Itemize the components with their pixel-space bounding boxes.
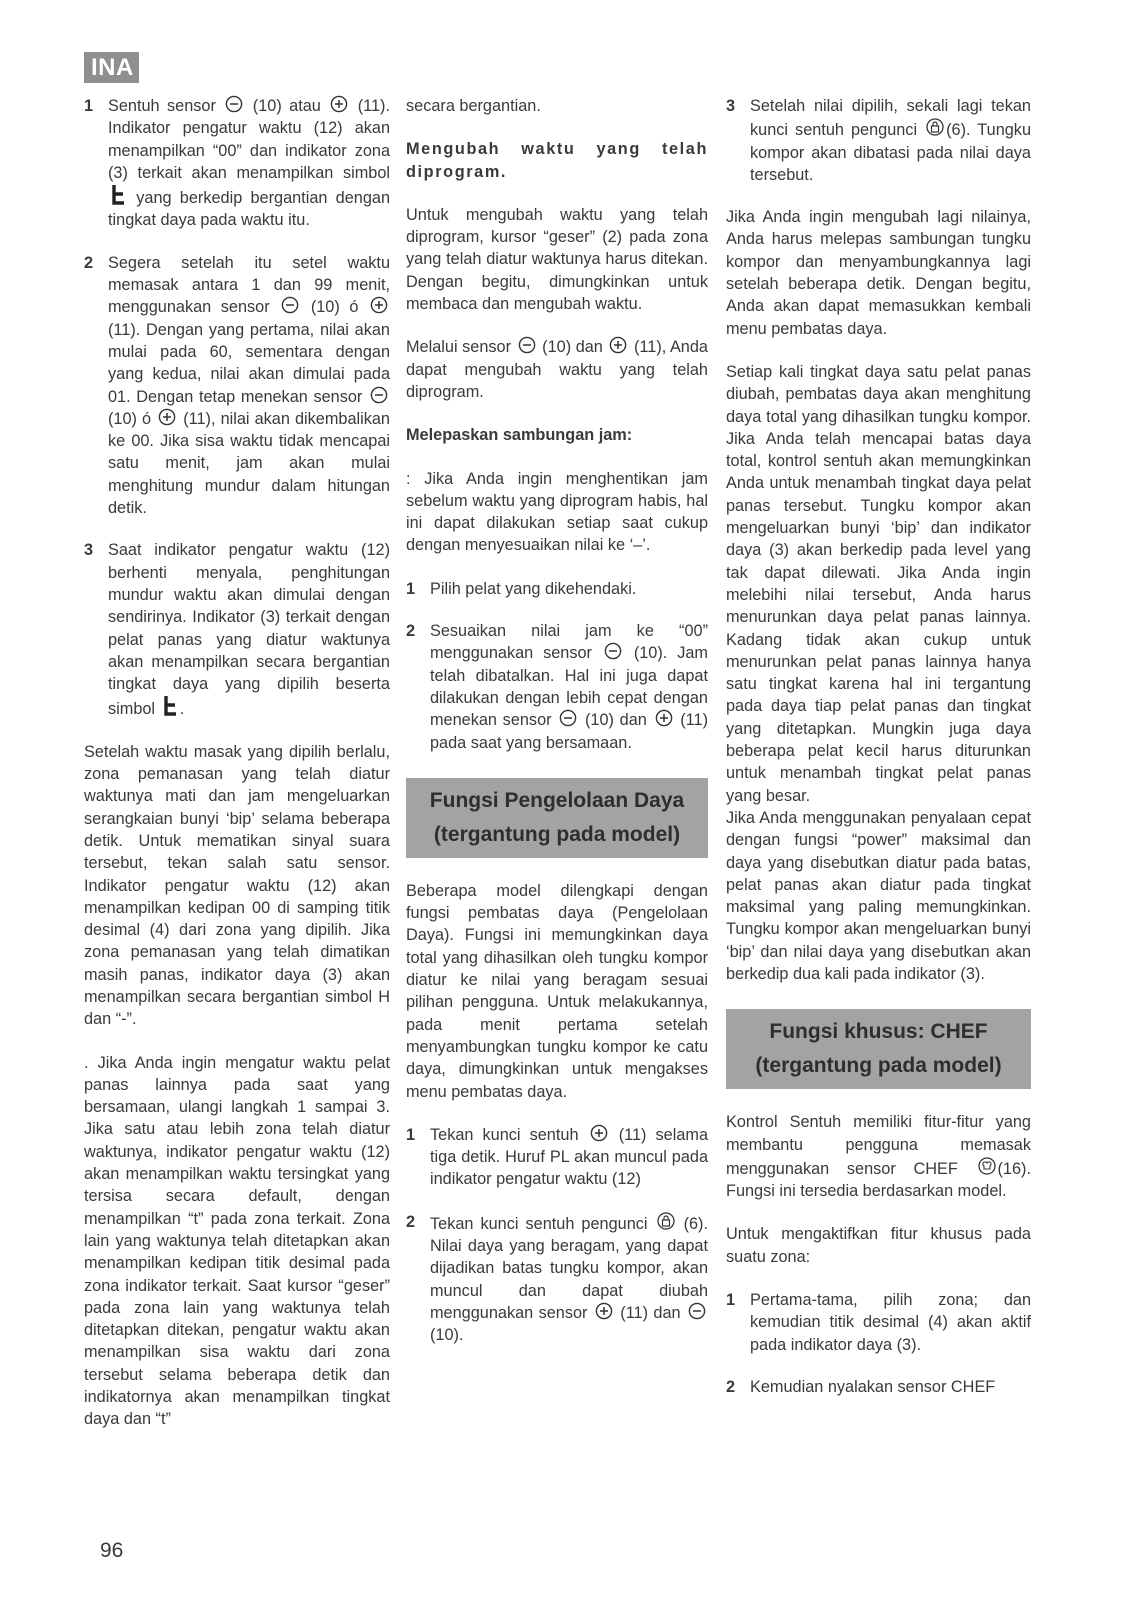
subheading: Melepaskan sambungan jam: bbox=[406, 426, 633, 445]
step-number: 1 bbox=[406, 579, 416, 598]
step-number: 3 bbox=[84, 541, 94, 560]
timer-t-symbol bbox=[162, 695, 178, 717]
minus-circle-icon bbox=[688, 1302, 706, 1320]
lock-icon bbox=[926, 117, 944, 137]
subheading: Mengubah waktu yang telah diprogram. bbox=[406, 140, 708, 181]
column-2 bbox=[406, 95, 708, 1366]
plus-circle-icon bbox=[370, 296, 388, 314]
paragraph: secara bergantian. bbox=[406, 97, 541, 115]
minus-circle-icon bbox=[559, 709, 577, 727]
step-number: 2 bbox=[726, 1377, 736, 1396]
step-number: 3 bbox=[726, 97, 736, 115]
plus-circle-icon bbox=[158, 408, 176, 426]
step-item: 1 Sentuh sensor (10) atau (11). Indikator pengatur waktu (12) akan menampilkan “00” dan indikator zona (3) terkait akan menampilkan simbol yang berkedip bergantian dengan tingkat daya pada waktu itu. bbox=[84, 95, 390, 232]
paragraph: Jika Anda menggunakan penyalaan cepat dengan fungsi “power” maksimal dan daya yang disebutkan diatur pada batas, pelat panas akan diatur pada tingkat maksimal yang paling memungkinkan. Tungku kompor akan mengeluarkan bunyi ‘bip’ dan nilai daya yang disebutkan akan berkedip dua kali pada indikator (3). bbox=[726, 808, 1031, 983]
chef-hat-icon bbox=[978, 1156, 996, 1176]
minus-circle-icon bbox=[604, 642, 622, 660]
step-item: 3 Setelah nilai dipilih, sekali lagi tekan kunci sentuh pengunci (6). Tungku kompor akan dibatasi pada nilai daya tersebut. bbox=[726, 95, 1031, 186]
paragraph: . Jika Anda ingin mengatur waktu pelat panas lainnya pada saat yang bersamaan, ulangi langkah 1 sampai 3. Jika satu atau lebih zona telah diatur waktunya, indikator pengatur waktu (12) akan menampilkan waktu tersingkat yang tersisa secara default, dengan menampilkan “t” pada zona terkait. Zona lain yang waktunya telah ditetapkan akan menampilkan kedipan titik desimal pada zona indikator terkait. Saat kursor “geser” pada zona lain yang waktunya telah ditetapkan ditekan, pengatur waktu akan menampilkan sisa waktu dari zona tersebut selama beberapa detik dan indikatornya akan menampilkan tingkat daya dan “t” bbox=[84, 1053, 390, 1429]
plus-circle-icon bbox=[655, 709, 673, 727]
paragraph: Melalui sensor (10) dan (11), Anda dapat mengubah waktu yang telah diprogram. bbox=[406, 338, 708, 401]
step-number: 1 bbox=[84, 97, 94, 115]
lock-icon bbox=[657, 1211, 675, 1231]
paragraph: Kontrol Sentuh memiliki fitur-fitur yang membantu pengguna memasak menggunakan sensor CHEF (16). Fungsi ini tersedia berdasarkan model. bbox=[726, 1113, 1031, 1201]
step-item: 2 Sesuaikan nilai jam ke “00” menggunakan sensor (10). Jam telah dibatalkan. Hal ini juga dapat dilakukan dengan lebih cepat dengan menekan sensor (10) dan (11) pada saat yang bersamaan. bbox=[406, 620, 708, 754]
page-number: 96 bbox=[100, 1539, 124, 1562]
step-number: 1 bbox=[726, 1291, 736, 1310]
plus-circle-icon bbox=[590, 1124, 608, 1142]
section-heading: Fungsi Pengelolaan Daya (tergantung pada model) bbox=[406, 778, 708, 858]
step-number: 2 bbox=[406, 1212, 416, 1231]
step-item: 1 Pilih pelat yang dikehendaki. bbox=[406, 578, 708, 600]
step-item: 1 Tekan kunci sentuh (11) selama tiga detik. Huruf PL akan muncul pada indikator pengatur waktu (12) bbox=[406, 1124, 708, 1191]
step-item: 2 Segera setelah itu setel waktu memasak antara 1 dan 99 menit, menggunakan sensor (10) ó (11). Dengan yang pertama, nilai akan mulai pada 60, sementara dengan yang kedua, nilai akan dimulai pada 01. Dengan tetap menekan sensor (10) ó (11), nilai akan dikembalikan ke 00. Jika sisa waktu tidak mencapai satu menit, jam akan mulai menghitung mundur dalam hitungan detik. bbox=[84, 252, 390, 520]
plus-circle-icon bbox=[330, 95, 348, 113]
step-item: 3 Saat indikator pengatur waktu (12) berhenti menyala, penghitungan mundur waktu akan dimulai dengan sendirinya. Indikator (3) terkait dengan pelat panas yang diatur waktunya akan menampilkan secara bergantian tingkat daya yang dipilih beserta simbol . bbox=[84, 539, 390, 720]
paragraph: Untuk mengubah waktu yang telah diprogram, kursor “geser” (2) pada zona yang telah diatur waktunya harus ditekan. Dengan begitu, dimungkinkan untuk membaca dan mengubah waktu. bbox=[406, 205, 708, 314]
plus-circle-icon bbox=[609, 336, 627, 354]
minus-circle-icon bbox=[225, 95, 243, 113]
column-1 bbox=[84, 95, 390, 1452]
minus-circle-icon bbox=[518, 336, 536, 354]
paragraph: Setiap kali tingkat daya satu pelat panas diubah, pembatas daya akan menghitung daya total yang dihasilkan tungku kompor. Jika Anda telah mencapai batas daya total, kontrol sentuh akan memungkinkan Anda untuk menambah tingkat daya pelat panas tersebut. Tungku kompor akan mengeluarkan bunyi ‘bip’ dan indikator daya (3) akan berkedip pada level yang tak dapat dilewati. Jika Anda ingin melebihi nilai tersebut, Anda harus menurunkan daya pelat panas lainnya. Kadang tidak akan cukup untuk menurunkan pelat panas lainnya hanya satu tingkat karena hal ini tergantung pada daya tiap pelat panas dan tingkat yang ditetapkan. Mungkin juga daya beberapa pelat kecil harus diturunkan untuk menambah tingkat pelat panas yang besar. bbox=[726, 362, 1031, 805]
minus-circle-icon bbox=[370, 386, 388, 404]
paragraph: : Jika Anda ingin menghentikan jam sebelum waktu yang diprogram habis, hal ini dapat dilakukan setiap saat cukup dengan menyesuaikan nilai ke ‘–’. bbox=[406, 469, 708, 555]
column-3 bbox=[726, 95, 1031, 1418]
paragraph: Untuk mengaktifkan fitur khusus pada suatu zona: bbox=[726, 1225, 1031, 1266]
step-number: 2 bbox=[406, 622, 416, 641]
step-number: 1 bbox=[406, 1125, 416, 1144]
section-heading: Fungsi khusus: CHEF (tergantung pada model) bbox=[726, 1009, 1031, 1089]
step-number: 2 bbox=[84, 253, 94, 272]
step-item: 2 Kemudian nyalakan sensor CHEF bbox=[726, 1376, 1031, 1398]
paragraph: Beberapa model dilengkapi dengan fungsi pembatas daya (Pengelolaan Daya). Fungsi ini memungkinkan daya total yang dihasilkan oleh tungku kompor diatur ke nilai yang beragam sesuai pilihan pengguna. Untuk melakukannya, pada menit pertama setelah menyambungkan tungku kompor ke catu daya, dimungkinkan untuk mengakses menu pembatas daya. bbox=[406, 881, 708, 1101]
timer-t-symbol bbox=[110, 184, 126, 206]
plus-circle-icon bbox=[595, 1302, 613, 1320]
step-item: 1 Pertama-tama, pilih zona; dan kemudian titik desimal (4) akan aktif pada indikator daya (3). bbox=[726, 1289, 1031, 1356]
paragraph: Setelah waktu masak yang dipilih berlalu, zona pemanasan yang telah diatur waktunya mati dan jam mengeluarkan serangkaian bunyi ‘bip’ selama beberapa detik. Untuk mematikan sinyal suara tersebut, tekan salah satu sensor. Indikator pengatur waktu (12) akan menampilkan kedipan 00 di samping titik desimal (4) dari zona yang dipilih. Jika zona pemanasan yang telah dimatikan masih panas, indikator daya (3) akan menampilkan secara bergantian simbol H dan “-”. bbox=[84, 742, 390, 1029]
language-tag: INA bbox=[84, 52, 139, 83]
paragraph: Jika Anda ingin mengubah lagi nilainya, Anda harus melepas sambungan tungku kompor dan menyambungkannya lagi setelah beberapa detik. Dengan begitu, Anda akan dapat memasukkan kembali menu pembatas daya. bbox=[726, 208, 1031, 338]
step-item: 2 Tekan kunci sentuh pengunci (6). Nilai daya yang beragam, yang dapat dijadikan batas tungku kompor, akan muncul dan dapat diubah menggunakan sensor (11) dan (10). bbox=[406, 1211, 708, 1347]
minus-circle-icon bbox=[281, 296, 299, 314]
